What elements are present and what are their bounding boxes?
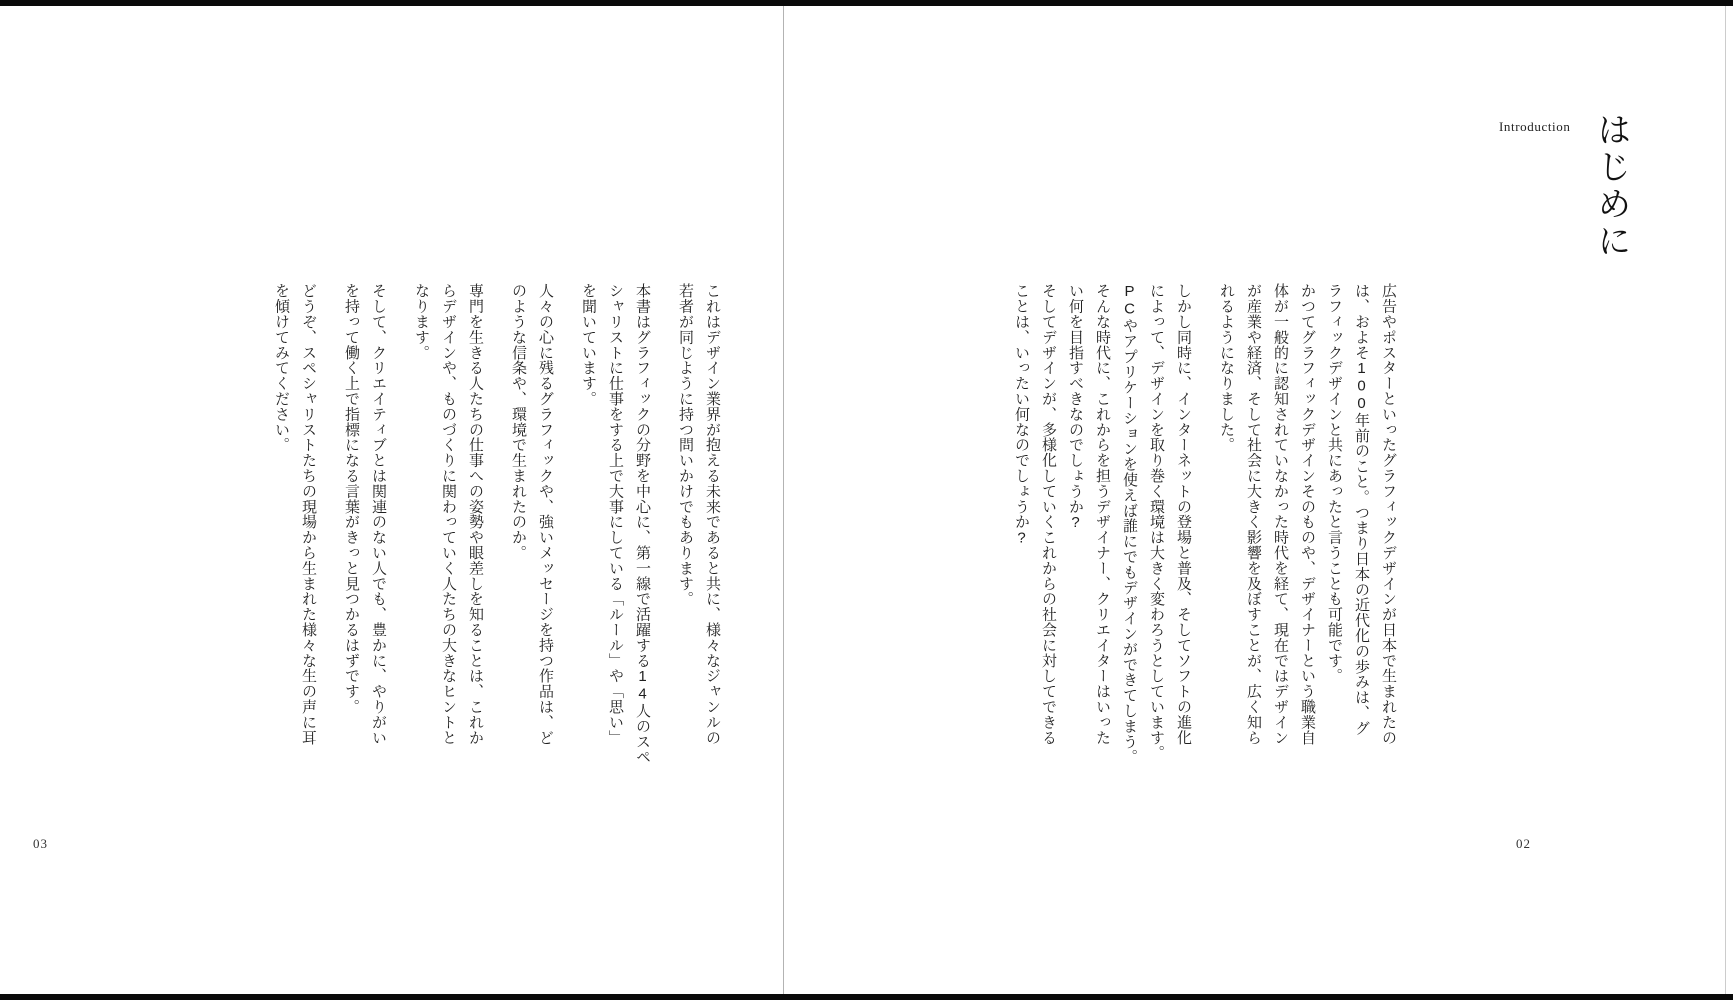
paragraph xyxy=(1213,283,1402,765)
page-number-right: 02 xyxy=(1516,836,1531,851)
paragraph xyxy=(268,283,322,765)
text-column: 広告やポスターといったグラフィックデザインが日本で生まれたの xyxy=(1380,283,1397,745)
text-column: 若者が同じように持つ問いかけでもあります。 xyxy=(677,283,694,607)
page-left xyxy=(0,0,783,1000)
paragraph xyxy=(672,283,726,765)
right-body-text xyxy=(1002,283,1402,765)
text-column: を聞いています。 xyxy=(580,283,597,407)
left-body-text xyxy=(273,283,726,765)
paragraph xyxy=(408,283,489,765)
text-column: は、およそ100年前のこと。つまり日本の近代化の歩みは、グ xyxy=(1353,283,1370,736)
page-title: はじめに xyxy=(1592,112,1629,260)
text-column: なります。 xyxy=(413,283,430,360)
text-column: らデザインや、ものづくりに関わっていく人たちの大きなヒントと xyxy=(440,283,457,745)
text-column: 本書はグラフィックの分野を中心に、第一線で活躍する14人のスペ xyxy=(634,283,651,765)
text-column: のような信条や、環境で生まれたのか。 xyxy=(510,283,527,561)
text-column: PCやアプリケーションを使えば誰にでもデザインができてしまう。 xyxy=(1121,283,1138,765)
intro-label: Introduction xyxy=(1499,119,1571,134)
text-column: 専門を生きる人たちの仕事への姿勢や眼差しを知ることは、これか xyxy=(467,283,484,745)
text-column: しかし同時に、インターネットの登場と普及、そしてソフトの進化 xyxy=(1175,283,1192,745)
text-column: ことは、いったい何なのでしょうか? xyxy=(1013,283,1030,547)
text-column: シャリストに仕事をする上で大事にしている「ルール」や「思い」 xyxy=(607,283,624,745)
text-column: どうぞ、スペシャリストたちの現場から生まれた様々な生の声に耳 xyxy=(300,283,317,745)
page-number-left: 03 xyxy=(33,836,48,851)
paragraph xyxy=(575,283,656,765)
text-column: そんな時代に、これからを担うデザイナー、クリエイターはいった xyxy=(1094,283,1111,745)
text-column: れるようになりました。 xyxy=(1218,283,1235,453)
text-column: い何を目指すべきなのでしょうか? xyxy=(1067,283,1084,532)
text-column: ラフィックデザインと共にあったと言うことも可能です。 xyxy=(1326,283,1343,684)
text-column: が産業や経済、そして社会に大きく影響を及ぼすことが、広く知ら xyxy=(1245,283,1262,745)
page-right xyxy=(784,0,1733,1000)
paragraph xyxy=(338,283,392,765)
text-column: によって、デザインを取り巻く環境は大きく変わろうとしています。 xyxy=(1148,283,1165,761)
text-column: を持って働く上で指標になる言葉がきっと見つかるはずです。 xyxy=(343,283,360,715)
text-column: そして、クリエイティブとは関連のない人でも、豊かに、やりがい xyxy=(370,283,387,745)
text-column: 体が一般的に認知されていなかった時代を経て、現在ではデザイン xyxy=(1272,283,1289,745)
paragraph xyxy=(505,283,559,765)
text-column: そしてデザインが、多様化していくこれからの社会に対してできる xyxy=(1040,283,1057,745)
text-column: 人々の心に残るグラフィックや、強いメッセージを持つ作品は、ど xyxy=(537,283,554,745)
paragraph xyxy=(1008,283,1197,765)
text-column: これはデザイン業界が抱える未来であると共に、様々なジャンルの xyxy=(704,283,721,745)
text-column: かつてグラフィックデザインそのものや、デザイナーという職業自 xyxy=(1299,283,1316,745)
text-column: を傾けてみてください。 xyxy=(273,283,290,453)
